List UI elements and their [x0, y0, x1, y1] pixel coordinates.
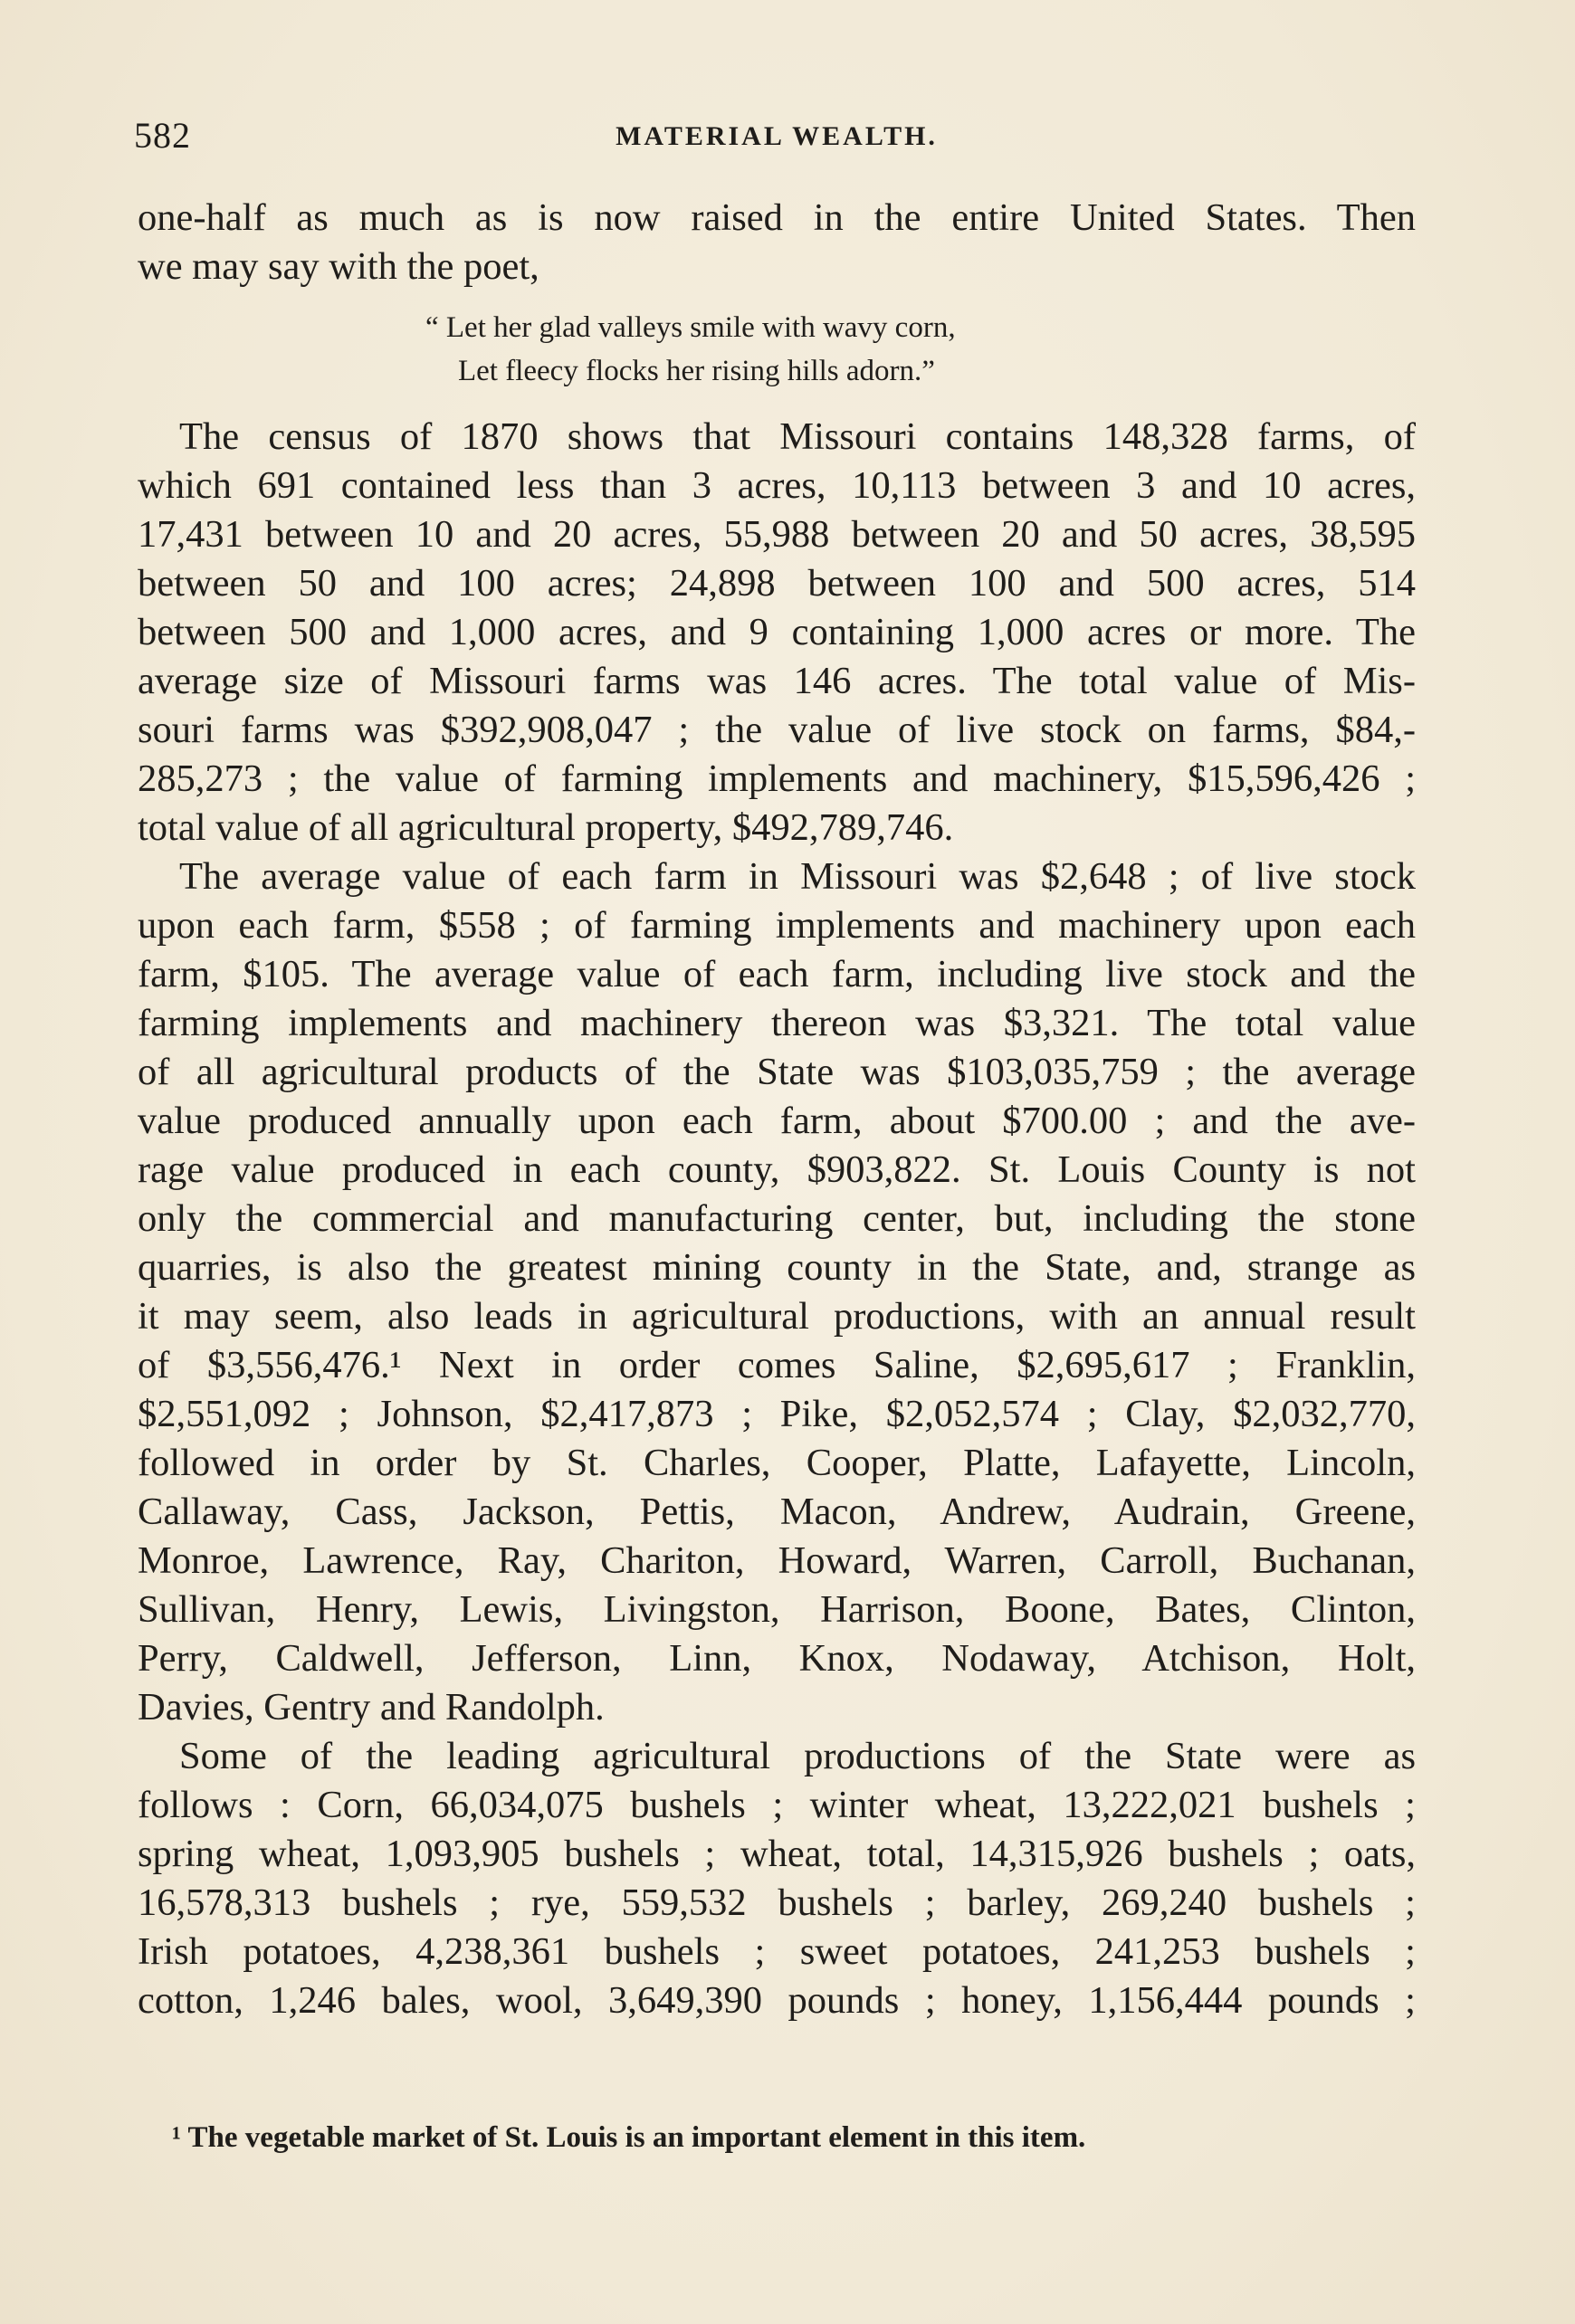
body-text	[138, 194, 1416, 2025]
verse-quotation	[425, 306, 1294, 393]
text-line: follows : Corn, 66,034,075 bushels ; winter wheat, 13,222,021 bushels ;	[138, 1784, 1416, 1826]
text-line: value produced annually upon each farm, about $700.00 ; and the ave-	[138, 1100, 1416, 1142]
text-line: Monroe, Lawrence, Ray, Chariton, Howard, Warren, Carroll, Buchanan,	[138, 1539, 1416, 1582]
text-line: 16,578,313 bushels ; rye, 559,532 bushels ; barley, 269,240 bushels ;	[138, 1881, 1416, 1924]
text-line: 285,273 ; the value of farming implements and machinery, $15,596,426 ;	[138, 757, 1416, 800]
text-line: 17,431 between 10 and 20 acres, 55,988 between 20 and 50 acres, 38,595	[138, 513, 1416, 556]
paragraph-productions	[138, 1732, 1416, 2025]
text-line: Sullivan, Henry, Lewis, Livingston, Harrison, Boone, Bates, Clinton,	[138, 1588, 1416, 1631]
text-line: farming implements and machinery thereon was $3,321. The total value	[138, 1002, 1416, 1044]
text-line: we may say with the poet,	[138, 245, 539, 288]
text-line: upon each farm, $558 ; of farming implements and machinery upon each	[138, 904, 1416, 947]
footnote: ¹ The vegetable market of St. Louis is an important element in this item.	[172, 2121, 1086, 2154]
paragraph-census	[138, 413, 1416, 852]
text-line: $2,551,092 ; Johnson, $2,417,873 ; Pike, $2,052,574 ; Clay, $2,032,770,	[138, 1393, 1416, 1435]
paragraph-average-values	[138, 852, 1416, 1732]
text-line: spring wheat, 1,093,905 bushels ; wheat, total, 14,315,926 bushels ; oats,	[138, 1833, 1416, 1875]
text-line: quarries, is also the greatest mining county in the State, and, strange as	[138, 1246, 1416, 1289]
text-line: Irish potatoes, 4,238,361 bushels ; sweet potatoes, 241,253 bushels ;	[138, 1930, 1416, 1973]
text-line: followed in order by St. Charles, Cooper, Platte, Lafayette, Lincoln,	[138, 1442, 1416, 1484]
text-line: one-half as much as is now raised in the entire United States. Then	[138, 196, 1416, 239]
text-line: The average value of each farm in Missouri was $2,648 ; of live stock	[179, 855, 1416, 898]
text-line: between 50 and 100 acres; 24,898 between 100 and 500 acres, 514	[138, 562, 1416, 605]
text-line: Perry, Caldwell, Jefferson, Linn, Knox, Nodaway, Atchison, Holt,	[138, 1637, 1416, 1680]
text-line: Davies, Gentry and Randolph.	[138, 1686, 605, 1729]
text-line: cotton, 1,246 bales, wool, 3,649,390 pounds ; honey, 1,156,444 pounds ;	[138, 1979, 1416, 2022]
text-line: it may seem, also leads in agricultural productions, with an annual result	[138, 1295, 1416, 1338]
text-line: farm, $105. The average value of each farm, including live stock and the	[138, 953, 1416, 995]
page-header	[134, 114, 1419, 168]
text-line: Some of the leading agricultural productions of the State were as	[179, 1735, 1416, 1777]
text-line: only the commercial and manufacturing center, but, including the stone	[138, 1197, 1416, 1240]
text-line: which 691 contained less than 3 acres, 10,113 between 3 and 10 acres,	[138, 464, 1416, 507]
text-line: of $3,556,476.¹ Next in order comes Saline, $2,695,617 ; Franklin,	[138, 1344, 1416, 1386]
text-line: between 500 and 1,000 acres, and 9 containing 1,000 acres or more. The	[138, 611, 1416, 653]
verse-line: “ Let her glad valleys smile with wavy corn,	[425, 311, 956, 344]
page-number: 582	[134, 115, 191, 156]
running-head: MATERIAL WEALTH.	[616, 121, 938, 151]
text-line: of all agricultural products of the State was $103,035,759 ; the average	[138, 1051, 1416, 1093]
text-line: Callaway, Cass, Jackson, Pettis, Macon, Andrew, Audrain, Greene,	[138, 1491, 1416, 1533]
text-line: rage value produced in each county, $903,822. St. Louis County is not	[138, 1148, 1416, 1191]
verse-line: Let fleecy flocks her rising hills adorn.”	[458, 355, 935, 387]
text-line: average size of Missouri farms was 146 acres. The total value of Mis-	[138, 660, 1416, 702]
text-line: total value of all agricultural property, $492,789,746.	[138, 806, 954, 849]
text-line: The census of 1870 shows that Missouri contains 148,328 farms, of	[179, 415, 1416, 458]
text-line: souri farms was $392,908,047 ; the value of live stock on farms, $84,-	[138, 709, 1416, 751]
